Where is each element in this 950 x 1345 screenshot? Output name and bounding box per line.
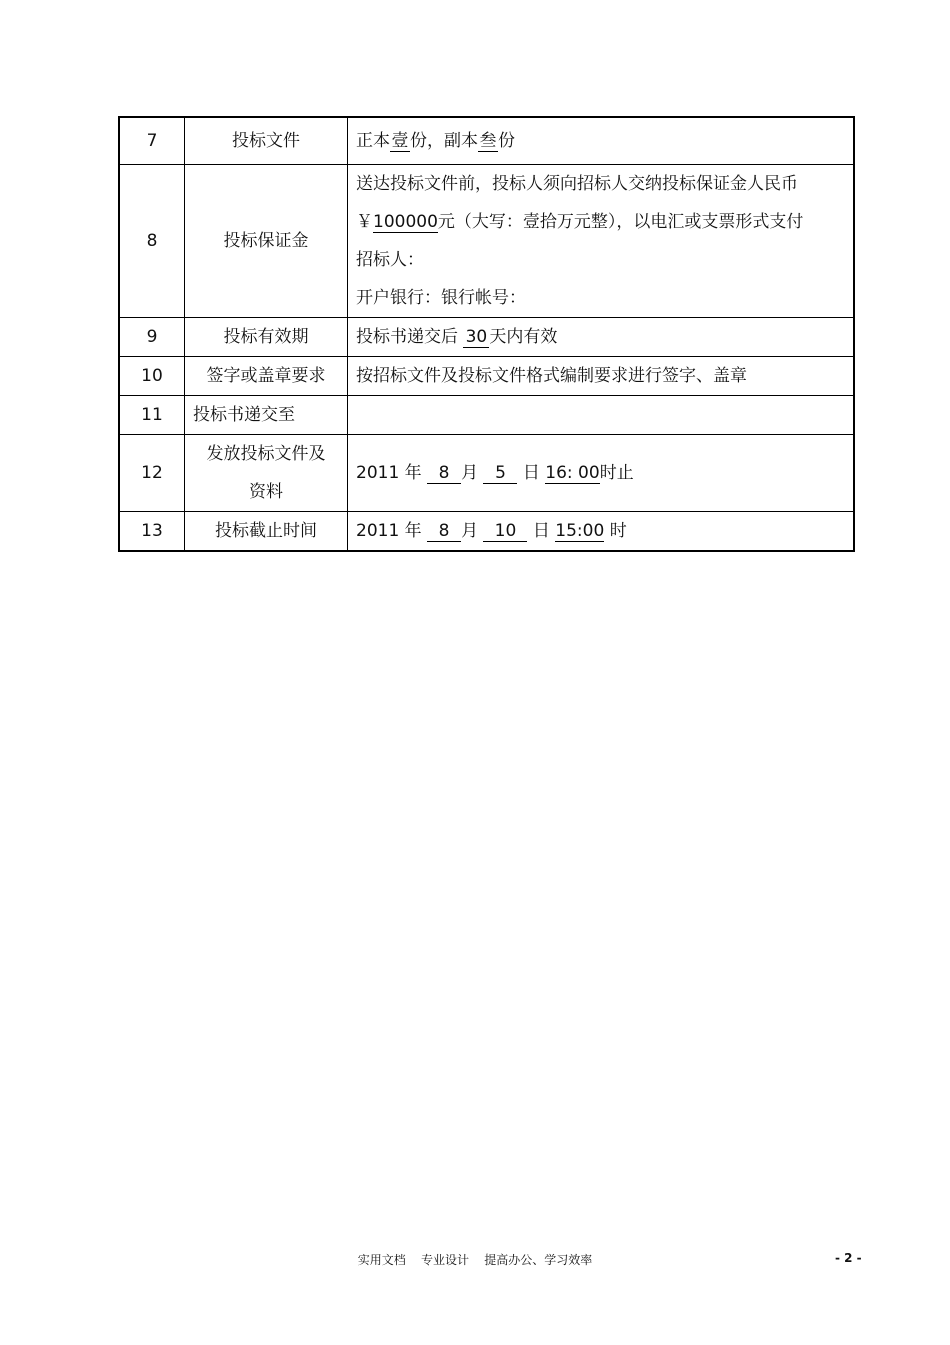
table-row	[119, 164, 854, 317]
text: 份，副本	[410, 130, 478, 151]
content-line	[356, 203, 853, 241]
year: 2011 年	[356, 462, 422, 483]
row-content	[348, 317, 855, 356]
text: 时	[609, 520, 627, 541]
row-number: 7	[119, 117, 185, 164]
deposit-amount: 100000	[373, 211, 438, 232]
row-number: 8	[119, 164, 185, 317]
row-item: 投标有效期	[185, 317, 348, 356]
content-line: 开户银行：银行帐号：	[356, 287, 526, 308]
row-content	[348, 511, 855, 551]
day-value: 5	[483, 463, 517, 484]
month-value: 8	[427, 463, 461, 484]
year: 2011 年	[356, 520, 422, 541]
text: 天内有效	[489, 326, 558, 347]
item-line: 发放投标文件及	[206, 443, 326, 464]
table-row	[119, 317, 854, 356]
page-footer: 实用文档 专业设计 提高办公、学习效率	[357, 1253, 593, 1267]
month-value: 8	[427, 521, 461, 542]
row-number: 10	[119, 356, 185, 395]
row-content	[348, 164, 855, 317]
table-row	[119, 356, 854, 395]
text: 正本	[356, 130, 390, 151]
row-item: 签字或盖章要求	[185, 356, 348, 395]
row-item: 投标保证金	[185, 164, 348, 317]
row-number: 12	[119, 434, 185, 511]
text: 日	[532, 520, 550, 541]
tender-info-table	[118, 116, 855, 552]
time-value: 15:00	[555, 520, 605, 541]
table-row	[119, 511, 854, 551]
row-number: 11	[119, 395, 185, 434]
row-content	[348, 434, 855, 511]
text: 投标书递交后	[356, 326, 458, 347]
text: 份	[498, 130, 515, 151]
row-content	[348, 117, 855, 164]
row-content: 按招标文件及投标文件格式编制要求进行签字、盖章	[348, 356, 855, 395]
table-row	[119, 434, 854, 511]
content-line: 送达投标文件前，投标人须向招标人交纳投标保证金人民币	[356, 173, 798, 194]
item-line: 资料	[249, 481, 283, 502]
text: 元（大写：壹拾万元整），以电汇或支票形式支付	[437, 211, 804, 232]
row-item: 投标书递交至	[185, 395, 348, 434]
text: 时止	[599, 462, 634, 483]
currency-symbol: ￥	[356, 211, 373, 232]
day-value: 10	[483, 521, 527, 542]
row-item: 投标截止时间	[185, 511, 348, 551]
row-item: 投标文件	[185, 117, 348, 164]
underlined-value: 30	[463, 327, 489, 348]
text: 月	[461, 520, 479, 541]
text: 月	[461, 462, 479, 483]
underlined-value: 壹	[391, 130, 409, 151]
content-line: 招标人：	[356, 249, 424, 270]
row-item	[185, 434, 348, 511]
row-content	[348, 395, 855, 434]
text: 日	[522, 462, 540, 483]
row-number: 13	[119, 511, 185, 551]
page-number: - 2 -	[835, 1251, 862, 1265]
time-value: 16: 00	[545, 462, 600, 483]
row-number: 9	[119, 317, 185, 356]
table-row	[119, 117, 854, 164]
underlined-value: 叁	[479, 130, 497, 151]
table-row	[119, 395, 854, 434]
